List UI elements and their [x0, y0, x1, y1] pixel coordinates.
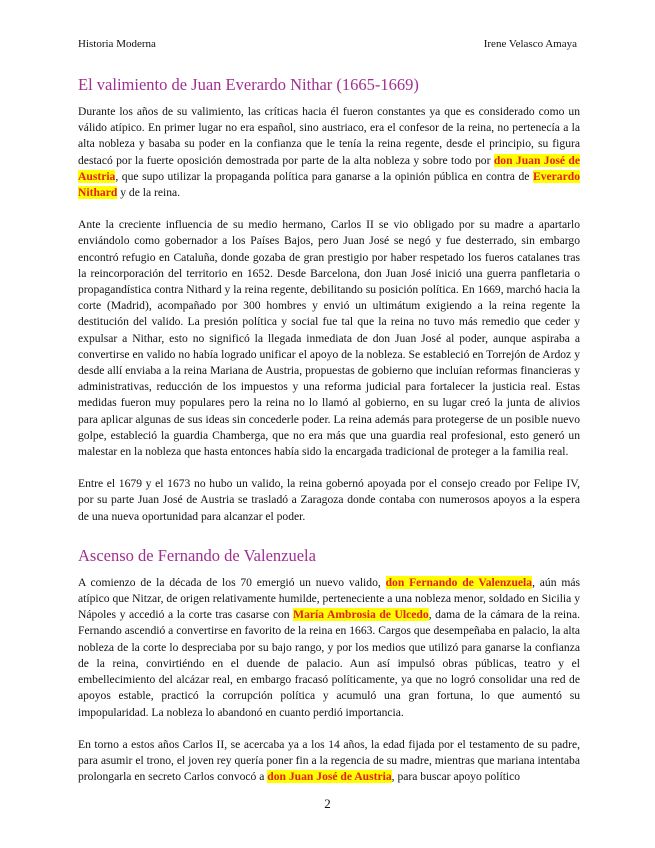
- document-body: [78, 74, 580, 801]
- highlight-juan-jose: don Juan José de Austria: [78, 153, 580, 183]
- header-author-name: Irene Velasco Amaya: [483, 38, 577, 50]
- text-run: , que supo utilizar la propaganda política para ganarse a la opinión pública en contra de: [115, 169, 533, 183]
- text-run: A comienzo de la década de los 70 emergió un nuevo valido,: [78, 575, 386, 589]
- paragraph-valimiento-intro: [78, 104, 580, 201]
- text-run: y de la reina.: [117, 186, 181, 200]
- page-number: 2: [324, 796, 331, 811]
- section-heading-valenzuela: Ascenso de Fernando de Valenzuela: [78, 545, 316, 565]
- paragraph-sin-valido: Entre el 1679 y el 1673 no hubo un valido, la reina gobernó apoyada por el consejo creado por Felipe IV, por su parte Juan José de Austria se trasladó a Zaragoza donde contaba con numerosos apoyos a la espera de una nueva oportunidad para alcanzar el poder.: [78, 477, 580, 523]
- highlight-juan-jose-2: don Juan José de Austria: [267, 770, 392, 784]
- paragraph-medio-hermano: Ante la creciente influencia de su medio hermano, Carlos II se vio obligado por su madre a apartarlo enviándolo como gobernador a los Países Bajos, pero Juan José se negó y fue desterrado, sin embargo encontró refugio en Cataluña, donde gozaba de gran prestigio por haber respetado los fueros catalanes tras la reincorporación del territorio en 1652. Desde Barcelona, don Juan José inició una guerra panfletaria o propagandística contra Nithard y la reina regente, debilitando su posición política. En 1669, marchó hacia la corte (Madrid), acompañado por 300 hombres y envió un ultimátum exigiendo a la reina regente la destitución del valido. La presión política y social fue tal que la reina no tuvo más remedio que ceder y expulsar a Nithar, esto no significó la llegada inmediata de don Juan José al poder, aunque aspiraba a convertirse en valido no había logrado unificar el apoyo de la nobleza. Se estableció en Torrejón de Ardoz y desde allí enviaba a la reina Mariana de Austria, propuestas de gobierno que incluían reformas financieras y administrativas, reducción de los impuestos y una reforma judicial para fortalecer la justicia real. Estas medidas fueron muy populares pero la reina no lo llamó al gobierno, en su lugar creó la junta de alivios para aplicar algunas de sus ideas sin concederle poder. La reina además para protegerse de un posible nuevo golpe, estableció la guardia Chamberga, que no era más que una guardia real profesional, esto generó un malestar en la nobleza que hasta entonces había sido la encargada tradicional de proteger a la familia real.: [78, 218, 580, 459]
- text-run: , aún más atípico que Nitzar, de origen relativamente humilde, perteneciente a una nobleza menor, soldado en Sicilia y Nápoles y accedió a la corte tras casarse con: [78, 575, 580, 622]
- section-heading-valimiento: El valimiento de Juan Everardo Nithar (1665-1669): [78, 75, 419, 94]
- header-course-title: Historia Moderna: [78, 38, 156, 50]
- text-run: , dama de la cámara de la reina. Fernando ascendió a convertirse en favorito de la reina en 1663. Cargos que desempeñaba en palacio, la alta nobleza de la corte lo despreciaba por su bajo rango, y por los medios que utilizó para ganarse la confianza de la reina, convirtiéndo en el duende de palacio. Aun así impulsó obras públicas, teatro y el embellecimiento del alcázar real, en embargo fracasó políticamente, ya que no logró consolidar una red de apoyos estable, practicó la corrupción política y acumuló una gran fortuna, lo que aumentó su impopularidad. La nobleza lo abandonó en cuanto perdió importancia.: [78, 608, 580, 719]
- highlight-maria-ambrosia: María Ambrosia de Ulcedo: [293, 608, 429, 622]
- text-run: , para buscar apoyo político: [391, 770, 521, 784]
- text-run: En torno a estos años Carlos II, se acercaba ya a los 14 años, la edad fijada por el testamento de su padre, para asumir el trono, el joven rey quería poner fin a la regencia de su madre, mientras que mariana intentaba prolongarla en secreto Carlos convocó a: [78, 737, 580, 784]
- paragraph-carlos-ii: [78, 737, 580, 786]
- highlight-everardo-nithard: Everardo Nithard: [78, 169, 580, 200]
- highlight-fernando-valenzuela: don Fernando de Valenzuela: [385, 575, 533, 589]
- paragraph-valenzuela: [78, 575, 580, 721]
- text-run: Durante los años de su valimiento, las críticas hacia él fueron constantes ya que es considerado como un válido atípico. En primer lugar no era español, sino austriaco, era el confesor de la reina, no pertenecía a la alta nobleza y basaba su poder en la confianza que le tenía la reina regente, desde el principio, su figura destacó por la fuerte oposición demostrada por parte de la alta nobleza y sobre todo por: [78, 105, 580, 167]
